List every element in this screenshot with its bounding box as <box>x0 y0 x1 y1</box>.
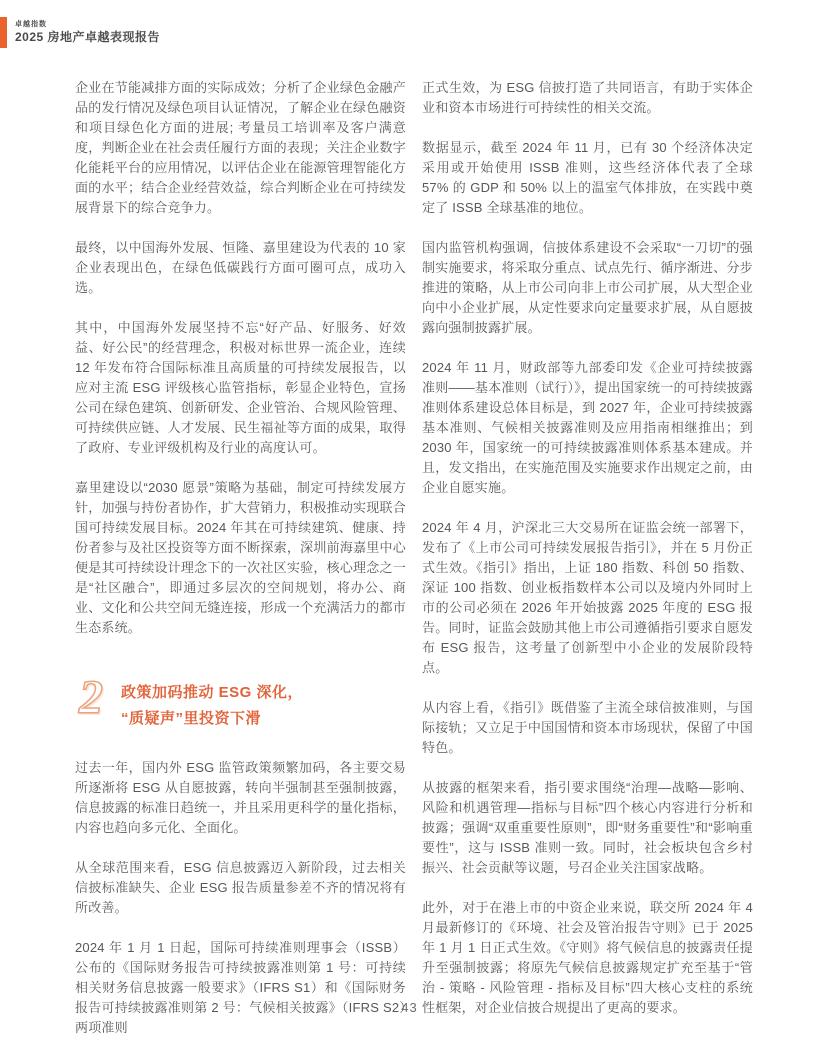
two-column-body <box>75 78 753 1043</box>
paragraph: 数据显示，截至 2024 年 11 月，已有 30 个经济体决定采用或开始使用 ISSB 准则，这些经济体代表了全球 57% 的 GDP 和 50% 以上的温室气体排放，在实践中奠定了 ISSB 全球基准的地位。 <box>422 140 753 215</box>
section-title-line2: “质疑声”里投资下滑 <box>121 710 262 727</box>
paragraph: 最终，以中国海外发展、恒隆、嘉里建设为代表的 10 家企业表现出色，在绿色低碳践行方面可圈可点，成功入选。 <box>75 240 406 295</box>
paragraph: 嘉里建设以“2030 愿景”策略为基础，制定可持续发展方针，加强与持份者协作，扩大营销力，积极推动实现联合国可持续发展目标。2024 年其在可持续建筑、健康、持份者参与及社区投资等方面不断探索，深圳前海嘉里中心便是其可持续设计理念下的一次社区实验，核心理念之一是“社区融合”，即通过多层次的空间规划，将办公、商业、文化和公共空间无缝连接，形成一个充满活力的都市生态系统。 <box>75 480 406 635</box>
report-brand <box>0 17 160 48</box>
paragraph: 2024 年 1 月 1 日起，国际可持续准则理事会（ISSB）公布的《国际财务报告可持续披露准则第 1 号：可持续相关财务信息披露一般要求》（IFRS S1）和《国际财务报告可持续披露准则第 2 号：气候相关披露》（IFRS S2）两项准则 <box>75 940 406 1035</box>
section-number: 2 <box>79 671 103 724</box>
page-number: 43 <box>401 1000 418 1015</box>
paragraph: 此外，对于在港上市的中资企业来说，联交所 2024 年 4 月最新修订的《环境、社会及管治报告守则》已于 2025 年 1 月 1 日正式生效。《守则》将气候信息的披露责任提升至强制披露；将原先气候信息披露规定扩充至基于“管治 - 策略 - 风险管理 - 指标及目标”四大核心支柱的系统性框架，对企业信披合规提出了更高的要求。 <box>422 900 753 1015</box>
paragraph: 2024 年 11 月，财政部等九部委印发《企业可持续披露准则——基本准则（试行）》，提出国家统一的可持续披露准则体系建设总体目标是，到 2027 年，企业可持续披露基本准则、气候相关披露准则及应用指南相继推出；到 2030 年，国家统一的可持续披露准则体系基本建成。并且，发文指出，在实施范围及实施要求作出规定之前，由企业自愿实施。 <box>422 360 753 495</box>
left-column <box>75 78 406 1043</box>
paragraph: 正式生效，为 ESG 信披打造了共同语言，有助于实体企业和资本市场进行可持续性的相关交流。 <box>422 80 753 115</box>
paragraph: 其中，中国海外发展坚持不忘“好产品、好服务、好效益、好公民”的经营理念，积极对标世界一流企业，连续 12 年发布符合国际标准且高质量的可持续发展报告，以应对主流 ESG 评级核心监管指标，彰显企业特色，宣扬公司在绿色建筑、创新研发、企业管治、合规风险管理、可持续供应链、人才发展、民生福祉等方面的成果，取得了政府、专业评级机构及行业的高度认可。 <box>75 320 406 455</box>
brand-text <box>15 17 160 48</box>
paragraph: 企业在节能减排方面的实际成效；分析了企业绿色金融产品的发行情况及绿色项目认证情况，了解企业在绿色融资和项目绿色化方面的进展; 考量员工培训率及客户满意度，判断企业在社会责任履行方面的表现；关注企业数字化能耗平台的应用情况，以评估企业在能源管理智能化方面的水平；结合企业经营效益，综合判断企业在可持续发展背景下的综合竞争力。 <box>75 80 406 215</box>
paragraph: 国内监管机构强调，信披体系建设不会采取“一刀切”的强制实施要求，将采取分重点、试点先行、循序渐进、分步推进的策略，从上市公司向非上市公司扩展，从大型企业向中小企业扩展，从定性要求向定量要求扩展，从自愿披露向强制披露扩展。 <box>422 240 753 335</box>
section-title-line1: 政策加码推动 ESG 深化， <box>121 684 304 701</box>
brand-small-label: 卓越指数 <box>15 21 47 28</box>
section-heading <box>75 670 406 732</box>
brand-accent-bar <box>0 17 7 48</box>
paragraph: 从披露的框架来看，指引要求围绕“治理—战略—影响、风险和机遇管理—指标与目标”四个核心内容进行分析和披露；强调“双重重要性原则”，即“财务重要性”和“影响重要性”，这与 ISSB 准则一致。同时，社会板块包含乡村振兴、社会贡献等议题，号召企业关注国家战略。 <box>422 780 753 875</box>
brand-title-label: 2025 房地产卓越表现报告 <box>15 30 161 44</box>
paragraph: 2024 年 4 月，沪深北三大交易所在证监会统一部署下，发布了《上市公司可持续发展报告指引》，并在 5 月份正式生效。《指引》指出，上证 180 指数、科创 50 指数、深证 100 指数、创业板指数样本公司以及境内外同时上市的公司必须在 2026 年开始披露 2025 年度的 ESG 报告。同时，证监会鼓励其他上市公司遵循指引要求自愿发布 ESG 报告，这考量了创新型中小企业的发展阶段特点。 <box>422 520 753 675</box>
section-title <box>121 670 303 732</box>
paragraph: 从全球范围来看，ESG 信息披露迈入新阶段，过去相关信披标准缺失、企业 ESG 报告质量参差不齐的情况将有所改善。 <box>75 860 406 915</box>
paragraph: 过去一年，国内外 ESG 监管政策频繁加码，各主要交易所逐渐将 ESG 从自愿披露，转向半强制甚至强制披露，信息披露的标准日趋统一，并且采用更科学的量化指标，内容也趋向多元化、全面化。 <box>75 760 406 835</box>
right-column <box>422 78 753 1043</box>
paragraph: 从内容上看，《指引》既借鉴了主流全球信披准则，与国际接轨；又立足于中国国情和资本市场现状，保留了中国特色。 <box>422 700 753 755</box>
